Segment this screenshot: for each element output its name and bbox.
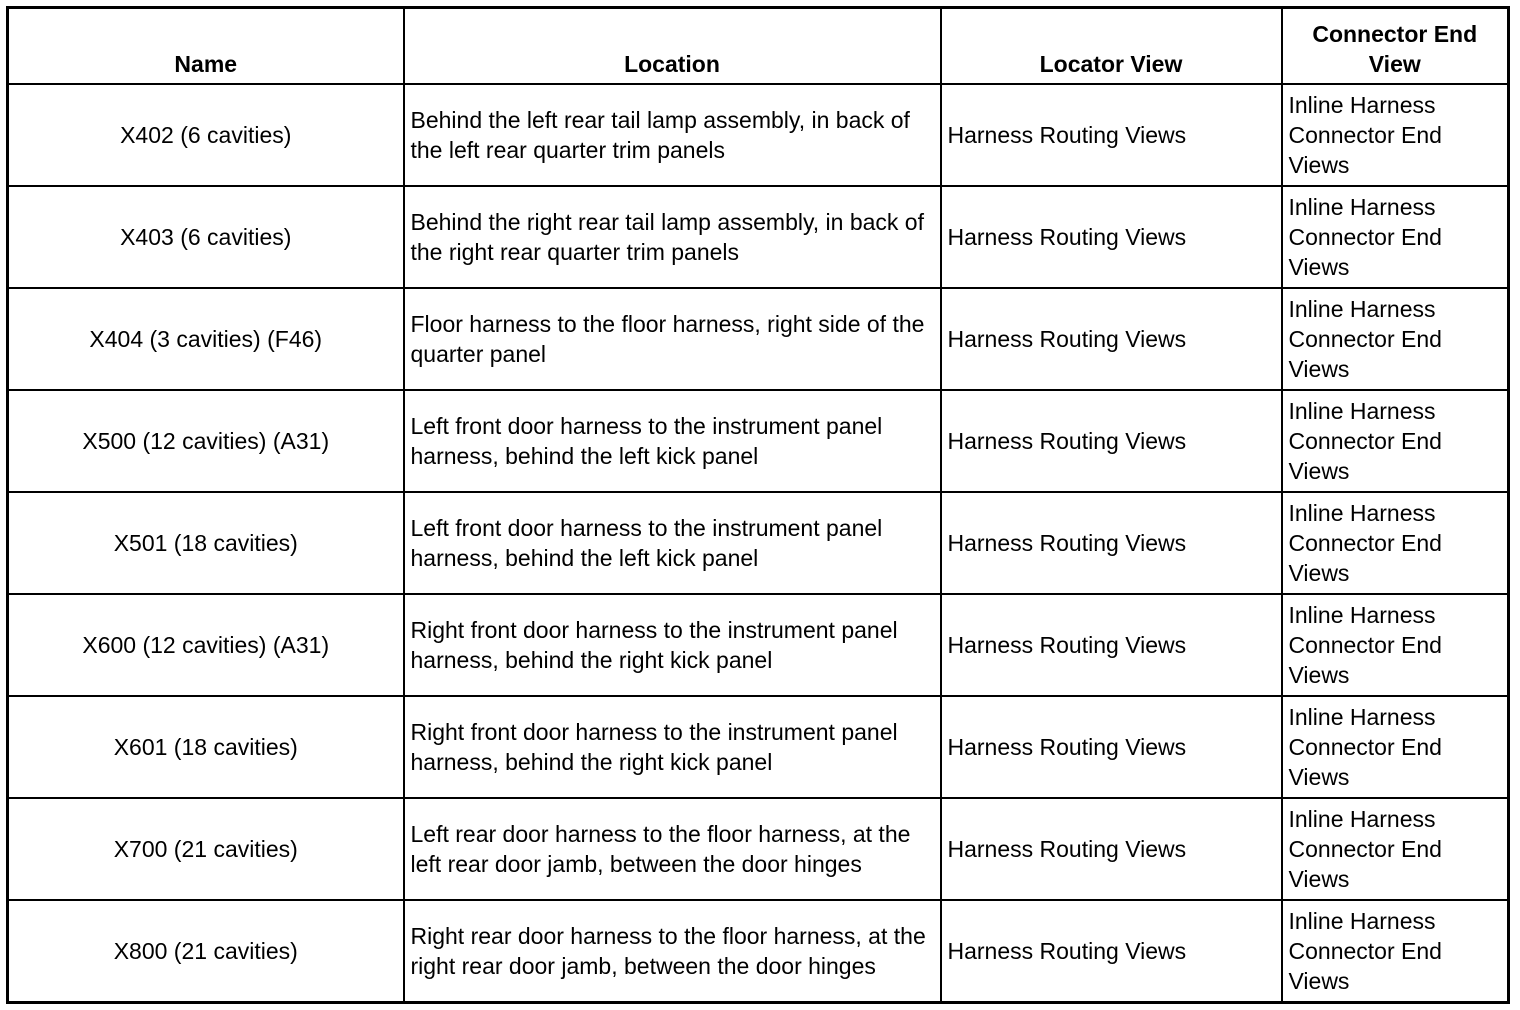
table-row	[8, 288, 1509, 390]
connector-end-view-link[interactable]: Inline Harness Connector End Views	[1282, 84, 1509, 186]
connector-end-view-link[interactable]: Inline Harness Connector End Views	[1282, 492, 1509, 594]
locator-view-link[interactable]: Harness Routing Views	[941, 696, 1282, 798]
connector-location: Right rear door harness to the floor harness, at the right rear door jamb, between the door hinges	[404, 900, 941, 1003]
table-row	[8, 798, 1509, 900]
connector-location: Left front door harness to the instrument panel harness, behind the left kick panel	[404, 492, 941, 594]
table-row	[8, 186, 1509, 288]
connector-end-view-link[interactable]: Inline Harness Connector End Views	[1282, 900, 1509, 1003]
table-row	[8, 900, 1509, 1003]
locator-view-link[interactable]: Harness Routing Views	[941, 390, 1282, 492]
connector-end-view-link[interactable]: Inline Harness Connector End Views	[1282, 186, 1509, 288]
table-row	[8, 390, 1509, 492]
locator-view-link[interactable]: Harness Routing Views	[941, 594, 1282, 696]
locator-view-link[interactable]: Harness Routing Views	[941, 900, 1282, 1003]
connector-name: X500 (12 cavities) (A31)	[8, 390, 404, 492]
connector-end-view-link[interactable]: Inline Harness Connector End Views	[1282, 798, 1509, 900]
locator-view-link[interactable]: Harness Routing Views	[941, 288, 1282, 390]
header-name: Name	[8, 8, 404, 85]
connector-end-view-link[interactable]: Inline Harness Connector End Views	[1282, 696, 1509, 798]
connector-name: X700 (21 cavities)	[8, 798, 404, 900]
connector-location: Right front door harness to the instrument panel harness, behind the right kick panel	[404, 594, 941, 696]
connector-end-view-link[interactable]: Inline Harness Connector End Views	[1282, 390, 1509, 492]
connector-end-view-link[interactable]: Inline Harness Connector End Views	[1282, 594, 1509, 696]
locator-view-link[interactable]: Harness Routing Views	[941, 186, 1282, 288]
connector-location: Floor harness to the floor harness, right side of the quarter panel	[404, 288, 941, 390]
connector-name: X403 (6 cavities)	[8, 186, 404, 288]
header-row	[8, 8, 1509, 85]
connector-name: X600 (12 cavities) (A31)	[8, 594, 404, 696]
connector-location: Right front door harness to the instrument panel harness, behind the right kick panel	[404, 696, 941, 798]
locator-view-link[interactable]: Harness Routing Views	[941, 84, 1282, 186]
connector-location: Left front door harness to the instrument panel harness, behind the left kick panel	[404, 390, 941, 492]
header-connector-end-view: Connector End View	[1282, 8, 1509, 85]
header-location: Location	[404, 8, 941, 85]
connector-name: X501 (18 cavities)	[8, 492, 404, 594]
locator-view-link[interactable]: Harness Routing Views	[941, 492, 1282, 594]
connector-name: X601 (18 cavities)	[8, 696, 404, 798]
table-row	[8, 84, 1509, 186]
connector-table	[6, 6, 1510, 1004]
connector-end-view-link[interactable]: Inline Harness Connector End Views	[1282, 288, 1509, 390]
table-row	[8, 492, 1509, 594]
locator-view-link[interactable]: Harness Routing Views	[941, 798, 1282, 900]
connector-name: X404 (3 cavities) (F46)	[8, 288, 404, 390]
connector-name: X800 (21 cavities)	[8, 900, 404, 1003]
header-locator-view: Locator View	[941, 8, 1282, 85]
table-row	[8, 696, 1509, 798]
connector-location: Left rear door harness to the floor harness, at the left rear door jamb, between the door hinges	[404, 798, 941, 900]
connector-location: Behind the right rear tail lamp assembly, in back of the right rear quarter trim panels	[404, 186, 941, 288]
connector-name: X402 (6 cavities)	[8, 84, 404, 186]
table-row	[8, 594, 1509, 696]
connector-location: Behind the left rear tail lamp assembly, in back of the left rear quarter trim panels	[404, 84, 941, 186]
